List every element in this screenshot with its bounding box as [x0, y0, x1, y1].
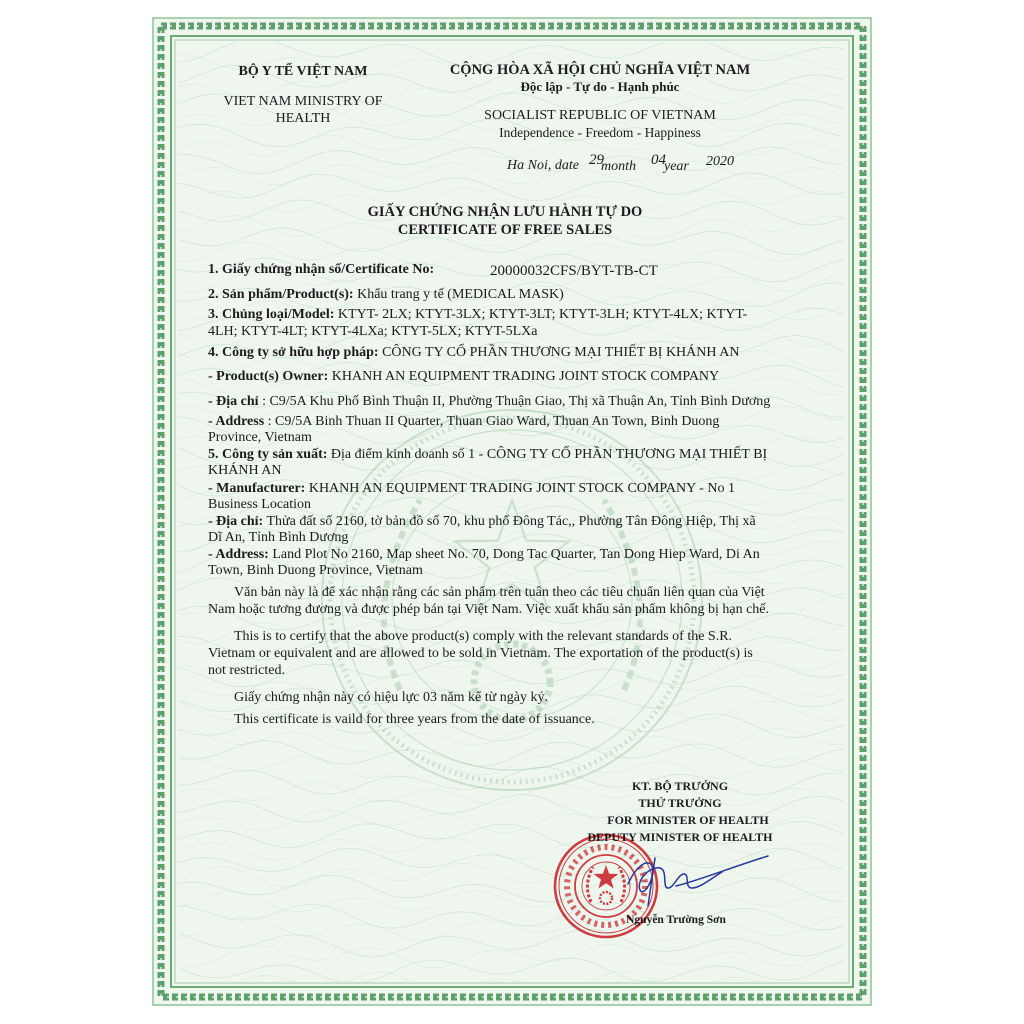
owner-en-line — [208, 368, 719, 386]
validity-vn: Giấy chứng nhận này có hiệu lực 03 năm kể từ ngày ký. — [234, 690, 548, 705]
owner-address-label-en: - Address — [208, 414, 265, 429]
model-value-line-1: KTYT- 2LX; KTYT-3LX; KTYT-3LT; KTYT-3LH; KTYT-4LX; KTYT- — [337, 307, 748, 322]
date-prefix: Ha Noi, date — [507, 158, 579, 173]
owner-label-en: - Product(s) Owner: — [208, 369, 329, 384]
validity-en: This certificate is vaild for three years from the date of issuance. — [234, 712, 595, 727]
owner-value-vn: CÔNG TY CỔ PHẦN THƯƠNG MẠI THIẾT BỊ KHÁNH AN — [382, 345, 740, 360]
compliance-vn-line-2: Nam hoặc tương đương và được phép bán tại Việt Nam. Việc xuất khẩu sản phẩm không bị hạn chế. — [208, 602, 770, 617]
model-line-1 — [208, 306, 747, 324]
republic-name-en: SOCIALIST REPUBLIC OF VIETNAM — [484, 108, 716, 123]
owner-value-en: KHANH AN EQUIPMENT TRADING JOINT STOCK COMPANY — [331, 369, 720, 384]
signature-title-line-2: THỨ TRƯỞNG — [638, 796, 722, 810]
model-value-line-2: 4LH; KTYT-4LT; KTYT-4LXa; KTYT-5LX; KTYT-5LXa — [208, 324, 538, 339]
owner-address-vn: : C9/5A Khu Phố Bình Thuận II, Phường Thuận Giao, Thị xã Thuận An, Tỉnh Bình Dương — [262, 394, 771, 409]
manufacturer-address-en-1: Land Plot No 2160, Map sheet No. 70, Dong Tac Quarter, Tan Dong Hiep Ward, Di An — [272, 547, 760, 562]
owner-label-vn: 4. Công ty sở hữu hợp pháp: — [208, 345, 379, 360]
manufacturer-address-vn-line-2: Dĩ An, Tỉnh Bình Dương — [208, 530, 349, 545]
manufacturer-address-label-en: - Address: — [208, 547, 269, 562]
motto-vn: Độc lập - Tự do - Hạnh phúc — [520, 79, 680, 94]
signature-title-line-4: DEPUTY MINISTER OF HEALTH — [587, 830, 773, 844]
product-label: 2. Sản phẩm/Product(s): — [208, 287, 354, 302]
compliance-en-line-3: not restricted. — [208, 663, 285, 678]
date-month: 04 — [651, 152, 666, 168]
compliance-en-line-2: Vietnam or equivalent and are allowed to be sold in Vietnam. The exportation of the product(s) is — [208, 646, 753, 661]
owner-address-vn-line — [208, 393, 770, 411]
certificate-number-label: 1. Giấy chứng nhận số/Certificate No: — [208, 262, 435, 277]
owner-address-label-vn: - Địa chỉ — [208, 394, 259, 409]
manufacturer-value-vn-line-2: KHÁNH AN — [208, 463, 282, 478]
date-month-label: month — [601, 159, 636, 174]
page-title-en: CERTIFICATE OF FREE SALES — [397, 222, 613, 238]
manufacturer-vn-line-1 — [208, 446, 767, 464]
signature-title-line-3: FOR MINISTER OF HEALTH — [607, 813, 769, 827]
date-year-label: year — [664, 159, 689, 174]
model-label: 3. Chủng loại/Model: — [208, 307, 335, 322]
ministry-name-vn: BỘ Y TẾ VIỆT NAM — [238, 64, 368, 79]
date-year: 2020 — [706, 154, 734, 169]
product-line — [208, 286, 564, 304]
date-day: 29 — [589, 152, 604, 168]
manufacturer-value-en-line-2: Business Location — [208, 497, 312, 512]
certificate-number-value: 20000032CFS/BYT-TB-CT — [490, 263, 658, 279]
compliance-en-line-1: This is to certify that the above product(s) comply with the relevant standards of the S.R. — [234, 629, 733, 644]
manufacturer-label-en: - Manufacturer: — [208, 481, 306, 496]
manufacturer-label-vn: 5. Công ty sản xuất: — [208, 447, 328, 462]
owner-address-en-1: : C9/5A Binh Thuan II Quarter, Thuan Giao Ward, Thuan An Town, Binh Duong — [267, 414, 720, 429]
motto-en: Independence - Freedom - Happiness — [499, 125, 701, 140]
republic-name-vn: CỘNG HÒA XÃ HỘI CHỦ NGHĨA VIỆT NAM — [449, 62, 751, 78]
signature-title-line-1: KT. BỘ TRƯỞNG — [631, 779, 729, 793]
owner-address-en-line-2: Province, Vietnam — [208, 430, 312, 445]
page-title-vn: GIẤY CHỨNG NHẬN LƯU HÀNH TỰ DO — [367, 204, 643, 220]
owner-vn-line — [208, 344, 739, 362]
manufacturer-address-en-line-2: Town, Binh Duong Province, Vietnam — [208, 563, 423, 578]
product-value: Khẩu trang y tế (MEDICAL MASK) — [357, 287, 564, 302]
compliance-vn-line-1: Văn bản này là để xác nhận rằng các sản phẩm trên tuân theo các tiêu chuẩn liên quan của Việt — [234, 585, 765, 600]
ministry-name-en-line-2: HEALTH — [275, 111, 331, 126]
manufacturer-value-en-1: KHANH AN EQUIPMENT TRADING JOINT STOCK COMPANY - No 1 — [308, 481, 735, 496]
ministry-name-en-line-1: VIET NAM MINISTRY OF — [223, 94, 383, 109]
signer-name: Nguyễn Trường Sơn — [626, 914, 726, 926]
manufacturer-value-vn-1: Địa điểm kinh doanh số 1 - CÔNG TY CỔ PHẦN THƯƠNG MẠI THIẾT BỊ — [330, 447, 768, 462]
manufacturer-address-label-vn: - Địa chỉ: — [208, 514, 264, 529]
manufacturer-address-vn-1: Thửa đất số 2160, tờ bản đồ số 70, khu phố Đông Tác,, Phường Tân Đông Hiệp, Thị xã — [266, 514, 756, 529]
